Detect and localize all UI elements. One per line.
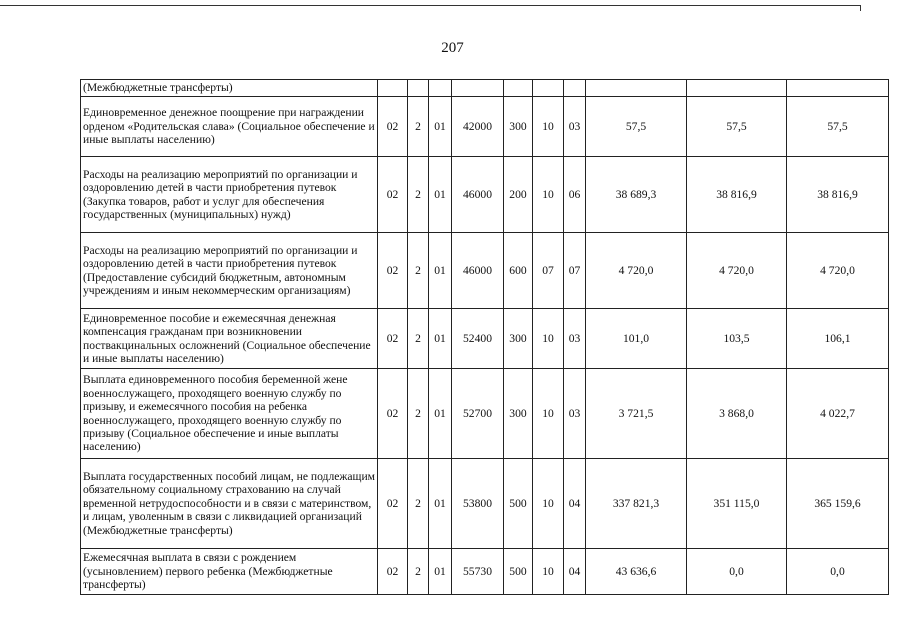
cell-code-1: 02 <box>378 309 408 369</box>
cell-amount-year1: 38 689,3 <box>586 157 687 233</box>
cell-empty <box>378 80 408 97</box>
cell-amount-year2: 38 816,9 <box>687 157 787 233</box>
table-row <box>81 459 889 549</box>
cell-amount-year1: 101,0 <box>586 309 687 369</box>
cell-code-4: 53800 <box>452 459 504 549</box>
cell-amount-year3: 4 022,7 <box>787 369 889 459</box>
cell-code-7: 03 <box>564 97 586 157</box>
table-row <box>81 309 889 369</box>
cell-code-6: 10 <box>533 549 564 595</box>
cell-amount-year3: 106,1 <box>787 309 889 369</box>
cell-amount-year1: 43 636,6 <box>586 549 687 595</box>
cell-amount-year2: 0,0 <box>687 549 787 595</box>
cell-amount-year1: 3 721,5 <box>586 369 687 459</box>
cell-code-2: 2 <box>408 459 429 549</box>
cell-amount-year3: 57,5 <box>787 97 889 157</box>
page-top-edge-tick <box>860 5 864 11</box>
cell-code-3: 01 <box>429 97 452 157</box>
cell-code-5: 500 <box>504 549 533 595</box>
cell-code-7: 06 <box>564 157 586 233</box>
cell-code-2: 2 <box>408 549 429 595</box>
cell-amount-year2: 4 720,0 <box>687 233 787 309</box>
cell-code-4: 46000 <box>452 233 504 309</box>
cell-code-7: 04 <box>564 549 586 595</box>
cell-code-1: 02 <box>378 97 408 157</box>
cell-code-3: 01 <box>429 309 452 369</box>
cell-amount-year3: 38 816,9 <box>787 157 889 233</box>
cell-code-3: 01 <box>429 369 452 459</box>
cell-empty <box>429 80 452 97</box>
cell-code-1: 02 <box>378 369 408 459</box>
cell-code-4: 52400 <box>452 309 504 369</box>
cell-name: (Межбюджетные трансферты) <box>81 80 378 97</box>
budget-table <box>80 79 889 595</box>
table-row <box>81 157 889 233</box>
cell-code-3: 01 <box>429 549 452 595</box>
cell-empty <box>787 80 889 97</box>
cell-code-1: 02 <box>378 549 408 595</box>
cell-empty <box>586 80 687 97</box>
cell-code-2: 2 <box>408 309 429 369</box>
table-row <box>81 369 889 459</box>
cell-amount-year1: 57,5 <box>586 97 687 157</box>
cell-code-1: 02 <box>378 233 408 309</box>
cell-amount-year3: 0,0 <box>787 549 889 595</box>
cell-code-7: 07 <box>564 233 586 309</box>
cell-name: Единовременное пособие и ежемесячная денежная компенсация гражданам при возникновении поствакцинальных осложнений (Социальное обеспечение и иные выплаты населению) <box>81 309 378 369</box>
cell-empty <box>452 80 504 97</box>
cell-code-6: 10 <box>533 97 564 157</box>
cell-name: Расходы на реализацию мероприятий по организации и оздоровлению детей в части приобретения путевок (Закупка товаров, работ и услуг для обеспечения государственных (муниципальных) нужд) <box>81 157 378 233</box>
cell-code-4: 46000 <box>452 157 504 233</box>
table-row <box>81 549 889 595</box>
cell-amount-year2: 103,5 <box>687 309 787 369</box>
cell-code-6: 07 <box>533 233 564 309</box>
cell-empty <box>504 80 533 97</box>
cell-amount-year2: 3 868,0 <box>687 369 787 459</box>
cell-code-5: 200 <box>504 157 533 233</box>
table-row <box>81 233 889 309</box>
cell-empty <box>687 80 787 97</box>
cell-code-4: 55730 <box>452 549 504 595</box>
cell-code-2: 2 <box>408 157 429 233</box>
cell-amount-year1: 4 720,0 <box>586 233 687 309</box>
cell-code-5: 500 <box>504 459 533 549</box>
cell-code-3: 01 <box>429 233 452 309</box>
cell-code-6: 10 <box>533 369 564 459</box>
cell-code-2: 2 <box>408 369 429 459</box>
cell-code-6: 10 <box>533 459 564 549</box>
cell-code-5: 300 <box>504 309 533 369</box>
cell-code-6: 10 <box>533 157 564 233</box>
cell-amount-year2: 57,5 <box>687 97 787 157</box>
cell-empty <box>533 80 564 97</box>
cell-amount-year2: 351 115,0 <box>687 459 787 549</box>
cell-amount-year3: 365 159,6 <box>787 459 889 549</box>
cell-name: Расходы на реализацию мероприятий по организации и оздоровлению детей в части приобретения путевок (Предоставление субсидий бюджетным, автономным учреждениям и иным некоммерческим организациям) <box>81 233 378 309</box>
cell-empty <box>408 80 429 97</box>
cell-name: Единовременное денежное поощрение при награждении орденом «Родительская слава» (Социальное обеспечение и иные выплаты населению) <box>81 97 378 157</box>
cell-code-5: 600 <box>504 233 533 309</box>
table-row <box>81 97 889 157</box>
cell-code-5: 300 <box>504 369 533 459</box>
table-row-continuation <box>81 80 889 97</box>
cell-code-7: 04 <box>564 459 586 549</box>
page-top-edge-line <box>0 5 860 6</box>
cell-amount-year3: 4 720,0 <box>787 233 889 309</box>
cell-code-7: 03 <box>564 309 586 369</box>
page-number: 207 <box>441 40 464 56</box>
cell-empty <box>564 80 586 97</box>
cell-name: Ежемесячная выплата в связи с рождением (усыновлением) первого ребенка (Межбюджетные трансферты) <box>81 549 378 595</box>
cell-code-6: 10 <box>533 309 564 369</box>
cell-code-7: 03 <box>564 369 586 459</box>
cell-code-4: 42000 <box>452 97 504 157</box>
cell-code-5: 300 <box>504 97 533 157</box>
cell-code-4: 52700 <box>452 369 504 459</box>
cell-name: Выплата государственных пособий лицам, не подлежащим обязательному социальному страхованию на случай временной нетрудоспособности и в связи с материнством, и лицам, уволенным в связи с ликвидацией организаций (Межбюджетные трансферты) <box>81 459 378 549</box>
cell-code-2: 2 <box>408 97 429 157</box>
cell-code-1: 02 <box>378 459 408 549</box>
cell-amount-year1: 337 821,3 <box>586 459 687 549</box>
cell-code-1: 02 <box>378 157 408 233</box>
cell-name: Выплата единовременного пособия беременной жене военнослужащего, проходящего военную службу по призыву, и ежемесячного пособия на ребенка военнослужащего, проходящего военную службу по призыву (Социальное обеспечение и иные выплаты населению) <box>81 369 378 459</box>
cell-code-2: 2 <box>408 233 429 309</box>
cell-code-3: 01 <box>429 459 452 549</box>
cell-code-3: 01 <box>429 157 452 233</box>
